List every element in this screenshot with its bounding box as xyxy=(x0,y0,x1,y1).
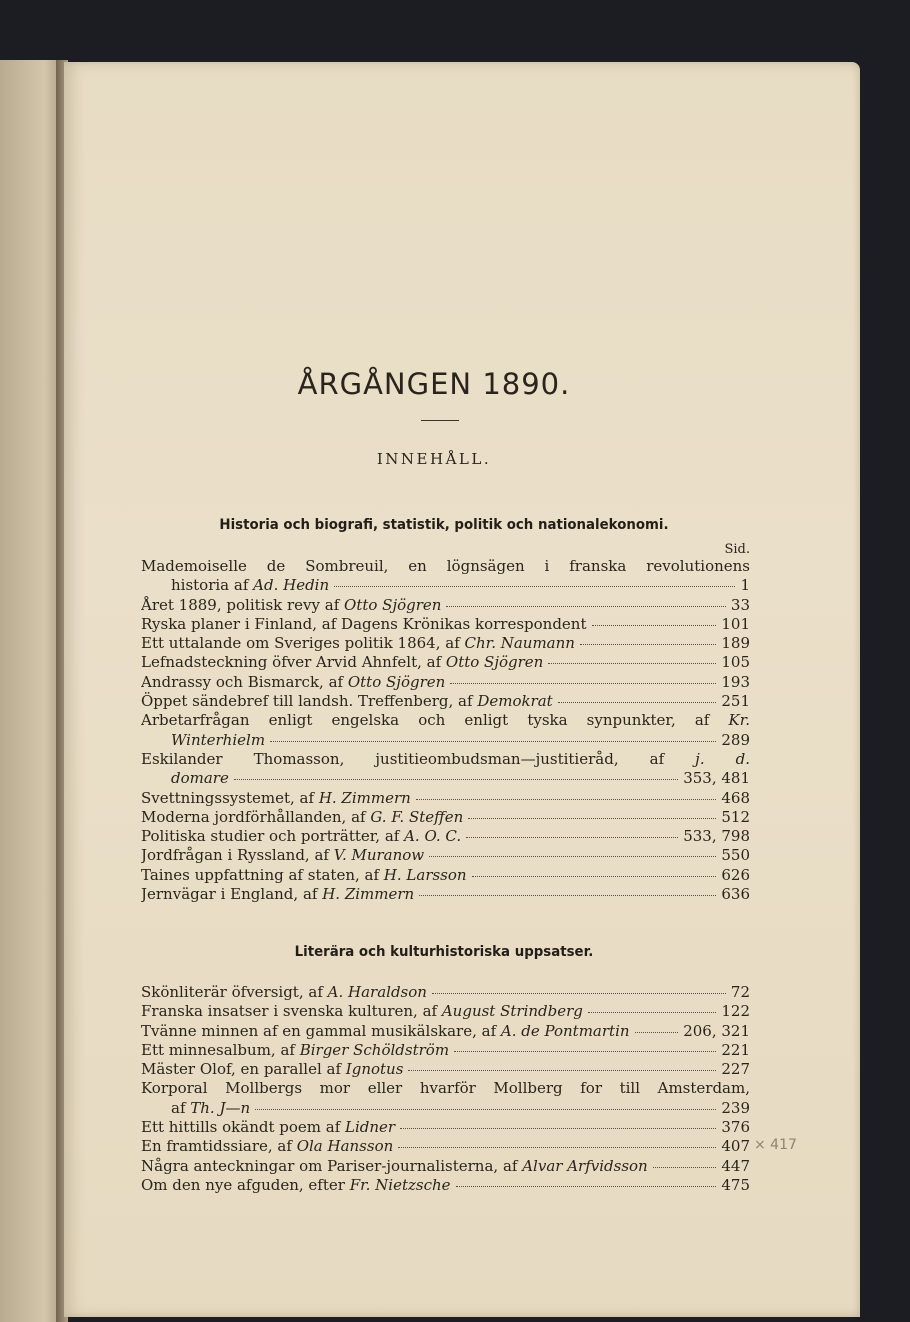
entry-author: August Strindberg xyxy=(441,1002,583,1021)
book-page xyxy=(64,62,860,1317)
toc-entry-text xyxy=(171,731,265,749)
page-number: 468 xyxy=(721,788,750,807)
entry-title: af xyxy=(171,1098,191,1117)
toc-entry-text xyxy=(141,827,461,845)
entry-title: Politiska studier och porträtter, af xyxy=(141,827,405,846)
toc-entry xyxy=(141,1060,750,1079)
dot-leader xyxy=(419,895,716,896)
entry-title: Moderna jordförhållanden, af xyxy=(141,807,371,826)
toc-entry-text xyxy=(141,885,414,903)
page-number: 1 xyxy=(740,576,750,595)
entry-title: Jernvägar i England, af xyxy=(141,885,323,904)
dot-leader xyxy=(466,837,678,838)
entry-title: Skönliterär öfversigt, af xyxy=(141,983,328,1001)
toc-entry xyxy=(141,1157,750,1176)
entry-author: H. Zimmern xyxy=(318,788,411,807)
dot-leader xyxy=(400,1128,716,1129)
page-number: 189 xyxy=(721,634,750,653)
dot-leader xyxy=(446,606,725,607)
page-number: 122 xyxy=(721,1002,750,1021)
left-page-edge xyxy=(0,60,64,1322)
entry-author: A. O. C. xyxy=(404,827,462,846)
toc-entry-text xyxy=(141,1002,583,1020)
page-number: 101 xyxy=(721,614,750,633)
dot-leader xyxy=(398,1147,716,1148)
toc-entry xyxy=(141,1041,750,1060)
toc-entry xyxy=(141,1099,750,1118)
entry-title: Korporal Mollbergs mor eller hvarför Mollberg for till Amsterdam, xyxy=(141,1079,750,1098)
contents-heading: INNEHÅLL. xyxy=(376,450,492,468)
page-number: 626 xyxy=(721,865,750,884)
dot-leader xyxy=(472,876,717,877)
toc-entry xyxy=(141,1022,750,1041)
entry-author: Lidner xyxy=(345,1118,396,1137)
page-number: 105 xyxy=(721,653,750,672)
entry-title: Andrassy och Bismarck, af xyxy=(141,672,348,691)
toc-entry xyxy=(141,1176,750,1195)
toc-entry-text xyxy=(141,866,467,884)
entry-title: Franska insatser i svenska kulturen, af xyxy=(141,1002,442,1021)
section-heading-literary: Literära och kulturhistoriska uppsatser. xyxy=(294,944,594,960)
title-rule xyxy=(421,420,459,421)
entry-title: Arbetarfrågan enligt engelska och enligt tyska synpunkter, af xyxy=(141,711,729,730)
entry-author: Fr. Nietzsche xyxy=(349,1175,451,1194)
entry-title: Mäster Olof, en parallel af xyxy=(141,1060,346,1079)
dot-leader xyxy=(334,586,735,587)
entry-author: j. d. xyxy=(695,749,750,768)
page-number: 72 xyxy=(730,983,750,1001)
toc-entry-text xyxy=(141,692,553,710)
toc-entry xyxy=(141,673,750,692)
entry-title: Ett uttalande om Sveriges politik 1864, af xyxy=(141,634,465,653)
page-number: 636 xyxy=(721,885,750,904)
entry-title: Mademoiselle de Sombreuil, en lögnsägen i franska revolutionens xyxy=(141,557,750,575)
entry-author: Ad. Hedin xyxy=(253,576,330,595)
page-number: 221 xyxy=(721,1040,750,1059)
entry-title: Jordfrågan i Ryssland, af xyxy=(141,846,334,865)
toc-entry xyxy=(141,596,750,615)
toc-entry-text xyxy=(141,653,543,671)
dot-leader xyxy=(592,625,717,626)
dot-leader xyxy=(558,702,717,703)
entry-author: H. Zimmern xyxy=(322,885,415,904)
section-heading-history: Historia och biografi, statistik, politik och nationalekonomi. xyxy=(219,517,669,533)
entry-title: En framtidssiare, af xyxy=(141,1137,297,1156)
toc-entry-text xyxy=(141,1079,750,1097)
toc-entry-text xyxy=(141,846,424,864)
entry-title: historia af xyxy=(171,576,254,595)
dot-leader xyxy=(416,799,717,800)
toc-entry-text xyxy=(141,1176,451,1194)
dot-leader xyxy=(450,683,716,684)
entry-title: Tvänne minnen af en gammal musikälskare, af xyxy=(141,1021,501,1040)
entry-title: Lefnadsteckning öfver Arvid Ahnfelt, af xyxy=(141,653,446,672)
entry-author: Demokrat xyxy=(477,692,553,711)
dot-leader xyxy=(456,1186,717,1187)
entry-title: Öppet sändebref till landsh. Treffenberg, af xyxy=(141,692,478,711)
page-number: 376 xyxy=(721,1118,750,1137)
entry-title: Några anteckningar om Pariser-journalisterna, af xyxy=(141,1156,523,1175)
toc-entry xyxy=(141,653,750,672)
page-title: ÅRGÅNGEN 1890. xyxy=(297,367,571,401)
page-number: 353, 481 xyxy=(683,769,750,788)
toc-entry-text xyxy=(141,596,441,614)
toc-entry xyxy=(141,692,750,711)
toc-entry xyxy=(141,576,750,595)
toc-entry-text xyxy=(141,711,750,729)
entry-title: Svettningssystemet, af xyxy=(141,788,319,807)
handwritten-note: × 417 xyxy=(754,1137,797,1153)
dot-leader xyxy=(653,1167,717,1168)
entry-title: Taines uppfattning af staten, af xyxy=(141,865,384,884)
page-number: 239 xyxy=(721,1098,750,1117)
entry-author: Ola Hansson xyxy=(296,1137,394,1156)
toc-entry-text xyxy=(141,1022,630,1040)
toc-entry xyxy=(141,557,750,576)
entry-author: V. Muranow xyxy=(333,846,425,865)
toc-entry xyxy=(141,983,750,1002)
toc-entry xyxy=(141,731,750,750)
toc-entry-text xyxy=(141,557,750,575)
page-number: 512 xyxy=(721,807,750,826)
toc-entry xyxy=(141,1079,750,1098)
dot-leader xyxy=(408,1070,716,1071)
page-number: 193 xyxy=(721,672,750,691)
toc-entry xyxy=(141,1137,750,1156)
toc-entry xyxy=(141,750,750,769)
page-number: 533, 798 xyxy=(683,827,750,846)
entry-author: G. F. Steffen xyxy=(370,807,464,826)
toc-entry-text xyxy=(141,1041,449,1059)
toc-entry-text xyxy=(141,789,411,807)
page-number: 289 xyxy=(721,730,750,749)
dot-leader xyxy=(468,818,716,819)
entry-author: Kr. xyxy=(728,711,750,730)
entry-title: Ryska planer i Finland, af Dagens Krönikas korrespondent xyxy=(141,614,587,633)
page-number: 206, 321 xyxy=(683,1021,750,1040)
page-number: 447 xyxy=(721,1156,750,1175)
page-number: 407 xyxy=(721,1137,750,1156)
entry-author: Otto Sjögren xyxy=(445,653,544,672)
toc-entry-text xyxy=(141,1157,648,1175)
entry-author: A. de Pontmartin xyxy=(500,1021,630,1040)
toc-entry xyxy=(141,1118,750,1137)
entry-author: A. Haraldson xyxy=(327,983,427,1001)
dot-leader xyxy=(429,856,716,857)
entry-author: Winterhielm xyxy=(171,730,266,749)
toc-entry xyxy=(141,615,750,634)
toc-entry-text xyxy=(141,808,463,826)
entry-author: Chr. Naumann xyxy=(464,634,575,653)
history-entries xyxy=(141,557,750,904)
toc-entry xyxy=(141,769,750,788)
page-number: 227 xyxy=(721,1060,750,1079)
toc-entry xyxy=(141,789,750,808)
dot-leader xyxy=(454,1051,716,1052)
toc-entry-text xyxy=(171,576,329,594)
page-number: 251 xyxy=(721,692,750,711)
dot-leader xyxy=(588,1012,716,1013)
entry-title: Ett minnesalbum, af xyxy=(141,1040,300,1059)
page-number: 33 xyxy=(730,595,750,614)
toc-entry-text xyxy=(141,983,427,1001)
toc-entry-text xyxy=(141,673,445,691)
toc-entry-text xyxy=(141,615,587,633)
page-number: 475 xyxy=(721,1175,750,1194)
entry-title: Om den nye afguden, efter xyxy=(141,1175,350,1194)
toc-entry xyxy=(141,1002,750,1021)
page-number: 550 xyxy=(721,846,750,865)
dot-leader xyxy=(635,1032,679,1033)
entry-author: Th. J—n xyxy=(190,1098,251,1117)
toc-entry xyxy=(141,866,750,885)
entry-author: Alvar Arfvidsson xyxy=(522,1156,648,1175)
toc-entry-text xyxy=(141,1137,393,1155)
dot-leader xyxy=(270,741,716,742)
entry-title: Ett hittills okändt poem af xyxy=(141,1118,346,1137)
dot-leader xyxy=(234,779,678,780)
toc-entry-text xyxy=(141,1118,395,1136)
toc-entry xyxy=(141,885,750,904)
toc-entry xyxy=(141,711,750,730)
entry-author: Birger Schöldström xyxy=(299,1040,450,1059)
entry-author: H. Larsson xyxy=(383,865,467,884)
toc-entry xyxy=(141,846,750,865)
entry-title: Eskilander Thomasson, justitieombudsman—justitieråd, af xyxy=(141,749,696,768)
toc-entry xyxy=(141,808,750,827)
entry-author: domare xyxy=(171,769,229,788)
entry-title: Året 1889, politisk revy af xyxy=(141,595,345,614)
entry-author: Otto Sjögren xyxy=(347,672,446,691)
dot-leader xyxy=(432,993,726,994)
toc-entry-text xyxy=(141,1060,403,1078)
literary-entries xyxy=(141,983,750,1195)
toc-entry-text xyxy=(171,769,229,787)
toc-entry-text xyxy=(141,750,750,768)
dot-leader xyxy=(548,663,716,664)
dot-leader xyxy=(255,1109,716,1110)
page-column-label: Sid. xyxy=(724,542,750,557)
toc-entry-text xyxy=(171,1099,250,1117)
toc-entry-text xyxy=(141,634,575,652)
toc-entry xyxy=(141,634,750,653)
toc-entry xyxy=(141,827,750,846)
entry-author: Ignotus xyxy=(345,1060,404,1079)
entry-author: Otto Sjögren xyxy=(344,595,442,614)
dot-leader xyxy=(580,644,716,645)
